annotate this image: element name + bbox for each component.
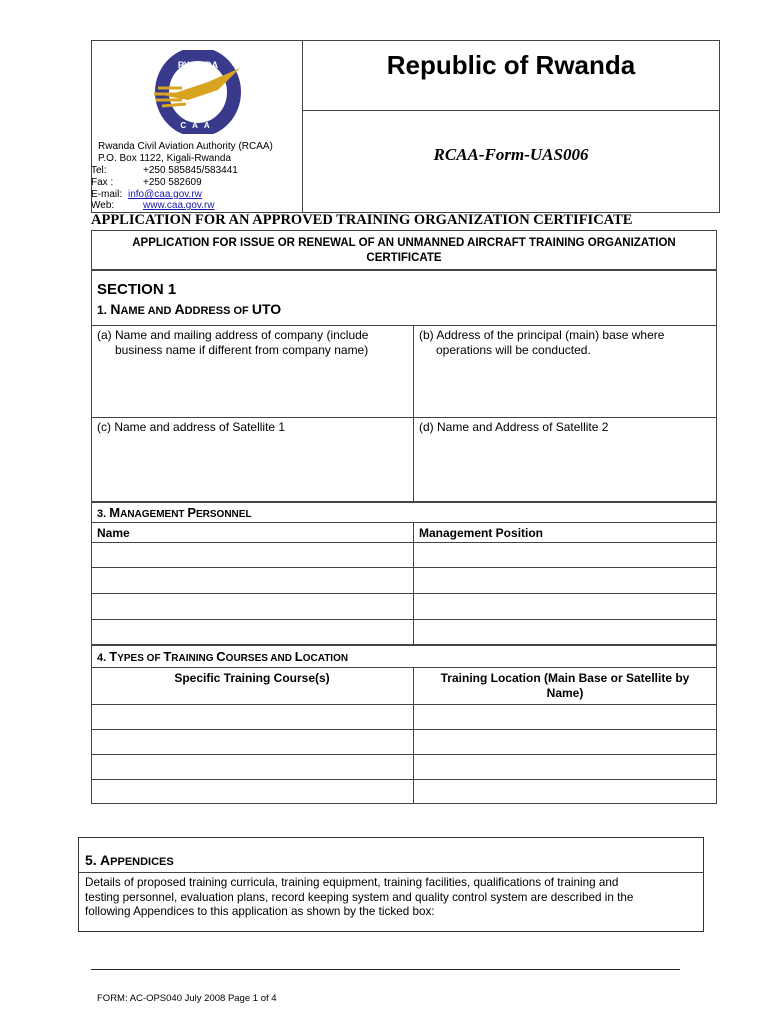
org-name: Rwanda Civil Aviation Authority (RCAA) [98,141,273,152]
field-c-label: (c) Name and address of Satellite 1 [97,420,286,434]
section-1-grid-row [91,417,717,418]
form-code: RCAA-Form-UAS006 [433,145,589,164]
s4-input-course-3[interactable] [92,755,412,778]
s4-col-course: Specific Training Course(s) [174,671,330,685]
s3-cap-p: P [187,505,196,520]
po-box: P.O. Box 1122, Kigali-Rwanda [98,153,232,164]
s3-small-anagement: ANAGEMENT [120,509,188,520]
section-4-heading [97,649,348,666]
s3-col-name: Name [97,526,130,540]
field-b-line-1: (b) Address of the principal (main) base where [419,328,665,342]
s4-num: 4. [97,652,107,664]
s4-small-ourses-and: OURSES AND [225,653,295,664]
section-5-heading [85,852,174,871]
s4-col-location-line-2: Name) [546,686,584,700]
s5-small-ppendices: PPENDICES [110,856,174,868]
field-d-label: (d) Name and Address of Satellite 2 [419,420,609,434]
s5-body [85,876,700,920]
s4-small-ypes-of: YPES OF [117,653,164,664]
section-1-title: SECTION 1 [97,281,177,298]
field-d-satellite-2[interactable] [419,420,714,498]
s4-cap-t: T [109,649,118,664]
s5-cap-a: A [100,852,111,868]
s4-col-location [413,671,717,701]
s3-num: 3. [97,508,107,520]
s4-input-location-1[interactable] [414,705,716,728]
section-1-heading [97,302,281,319]
heading-small-ddress: DDRESS OF [184,305,252,317]
s3-cap-m: M [109,505,121,520]
s4-col-location-line-1: Training Location (Main Base or Satellite by [440,671,690,685]
s5-num: 5. [85,852,97,868]
s4-input-course-2[interactable] [92,730,412,753]
s3-input-position-2[interactable] [414,568,716,592]
footer-rule [91,969,680,970]
section-1-grid-top [91,325,717,326]
field-a-company-name-address[interactable] [97,328,409,414]
email-link[interactable]: info@caa.gov.rw [128,189,202,200]
s3-input-position-1[interactable] [414,543,716,566]
heading-small-ame: AME AND [120,305,175,317]
field-a-line-2: business name if different from company name) [115,343,369,357]
s5-divider [78,872,704,873]
rcaa-logo [148,50,248,134]
s3-input-name-1[interactable] [92,543,412,566]
field-b-principal-base-address[interactable] [419,328,714,414]
section-1-grid-mid [413,325,414,502]
logo-graphic [148,50,248,134]
s4-cap-t2: T [163,649,172,664]
tel-label: Tel: [91,165,107,176]
s4-small-raining: RAINING [171,653,217,664]
s3-input-name-4[interactable] [92,620,412,644]
s3-input-position-4[interactable] [414,620,716,644]
s4-input-location-3[interactable] [414,755,716,778]
country-title: Republic of Rwanda [386,50,636,80]
email-label: E-mail: [91,189,123,200]
subtitle-line-1: APPLICATION FOR ISSUE OR RENEWAL OF AN UNMANNED AIRCRAFT TRAINING ORGANIZATION [132,237,676,249]
heading-uto: UTO [251,301,282,317]
form-title: APPLICATION FOR AN APPROVED TRAINING ORGANIZATION CERTIFICATE [91,212,633,228]
web-link[interactable]: www.caa.gov.rw [143,200,215,211]
s4-input-location-4[interactable] [414,780,716,803]
logo-text-top: RWANDA [177,60,219,70]
subtitle-line-2: CERTIFICATE [366,252,442,264]
header-divider-horizontal [302,110,720,111]
s4-input-location-2[interactable] [414,730,716,753]
s3-line-header-top [91,522,717,523]
footer-text: FORM: AC-OPS040 July 2008 Page 1 of 4 [97,993,277,1004]
s3-input-name-3[interactable] [92,594,412,618]
heading-num: 1. [97,303,108,317]
s5-body-line-3: following Appendices to this application as shown by the ticked box: [85,905,435,918]
s5-body-line-1: Details of proposed training curricula, training equipment, training facilities, qualifications of training and [85,876,619,889]
tel-value: +250 585845/583441 [143,165,238,176]
logo-text-bottom: CAA [180,121,216,130]
fax-label: Fax : [91,177,114,188]
web-label: Web: [91,200,115,211]
s3-small-ersonnel: ERSONNEL [196,509,252,520]
s4-input-course-1[interactable] [92,705,412,728]
s3-input-name-2[interactable] [92,568,412,592]
s5-body-line-2: testing personnel, evaluation plans, record keeping system and quality control system are described in the [85,890,634,904]
s4-cap-l: L [294,649,303,664]
section-3-heading [97,505,252,522]
field-b-line-2: operations will be conducted. [436,343,591,357]
s4-input-course-4[interactable] [92,780,412,803]
s4-small-ocation: OCATION [302,653,349,664]
field-c-satellite-1[interactable] [97,420,409,498]
heading-cap-a: A [174,301,185,317]
heading-cap-n: N [110,301,121,317]
field-a-line-1: (a) Name and mailing address of company (include [97,328,369,342]
s4-cap-c: C [216,649,226,664]
s4-line-header-top [91,667,717,668]
fax-value: +250 582609 [143,177,202,188]
s3-col-position: Management Position [419,526,544,540]
s3-input-position-3[interactable] [414,594,716,618]
